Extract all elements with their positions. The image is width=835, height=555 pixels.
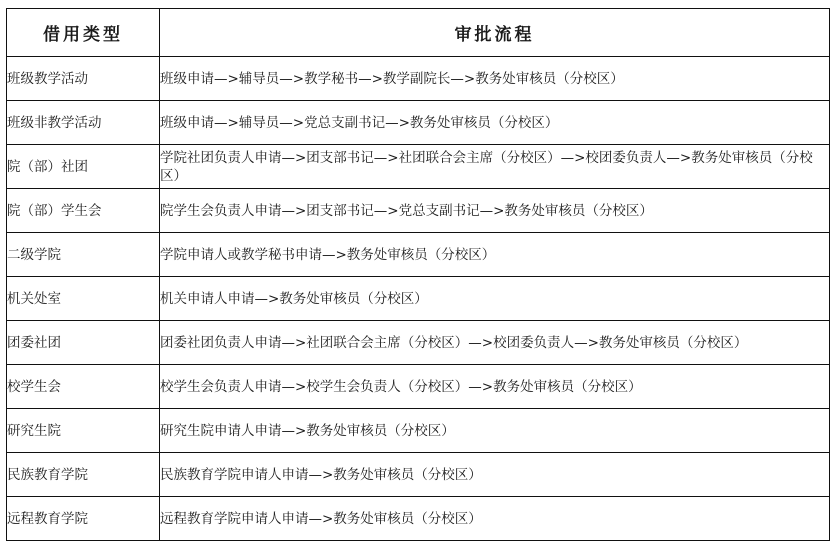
approval-flow-cell: 院学生会负责人申请—>团支部书记—>党总支副书记—>教务处审核员（分校区） (160, 189, 830, 233)
borrow-type-cell: 机关处室 (7, 277, 160, 321)
table-row (7, 277, 830, 321)
borrow-type-cell: 校学生会 (7, 365, 160, 409)
table-row (7, 189, 830, 233)
approval-flow-cell: 学院社团负责人申请—>团支部书记—>社团联合会主席（分校区）—>校团委负责人—>教务处审核员（分校区） (160, 145, 830, 189)
table-row (7, 409, 830, 453)
table-row (7, 57, 830, 101)
approval-flow-cell: 研究生院申请人申请—>教务处审核员（分校区） (160, 409, 830, 453)
borrow-type-cell: 班级非教学活动 (7, 101, 160, 145)
approval-flow-cell: 校学生会负责人申请—>校学生会负责人（分校区）—>教务处审核员（分校区） (160, 365, 830, 409)
table-row (7, 233, 830, 277)
table-row (7, 101, 830, 145)
approval-flow-cell: 团委社团负责人申请—>社团联合会主席（分校区）—>校团委负责人—>教务处审核员（分校区） (160, 321, 830, 365)
table-row (7, 145, 830, 189)
borrow-type-cell: 院（部）社团 (7, 145, 160, 189)
borrow-type-cell: 民族教育学院 (7, 453, 160, 497)
table-row (7, 453, 830, 497)
approval-flow-cell: 学院申请人或教学秘书申请—>教务处审核员（分校区） (160, 233, 830, 277)
header-borrow-type: 借用类型 (7, 9, 160, 57)
approval-sheet (6, 8, 829, 547)
header-row (7, 9, 830, 57)
approval-flow-cell: 机关申请人申请—>教务处审核员（分校区） (160, 277, 830, 321)
approval-flow-cell: 远程教育学院申请人申请—>教务处审核员（分校区） (160, 497, 830, 541)
approval-table (6, 8, 830, 541)
borrow-type-cell: 远程教育学院 (7, 497, 160, 541)
borrow-type-cell: 研究生院 (7, 409, 160, 453)
borrow-type-cell: 二级学院 (7, 233, 160, 277)
table-row (7, 321, 830, 365)
approval-flow-cell: 班级申请—>辅导员—>教学秘书—>教学副院长—>教务处审核员（分校区） (160, 57, 830, 101)
header-approval-flow: 审批流程 (160, 9, 830, 57)
table-row (7, 497, 830, 541)
approval-flow-cell: 民族教育学院申请人申请—>教务处审核员（分校区） (160, 453, 830, 497)
borrow-type-cell: 班级教学活动 (7, 57, 160, 101)
borrow-type-cell: 团委社团 (7, 321, 160, 365)
borrow-type-cell: 院（部）学生会 (7, 189, 160, 233)
approval-flow-cell: 班级申请—>辅导员—>党总支副书记—>教务处审核员（分校区） (160, 101, 830, 145)
table-row (7, 365, 830, 409)
